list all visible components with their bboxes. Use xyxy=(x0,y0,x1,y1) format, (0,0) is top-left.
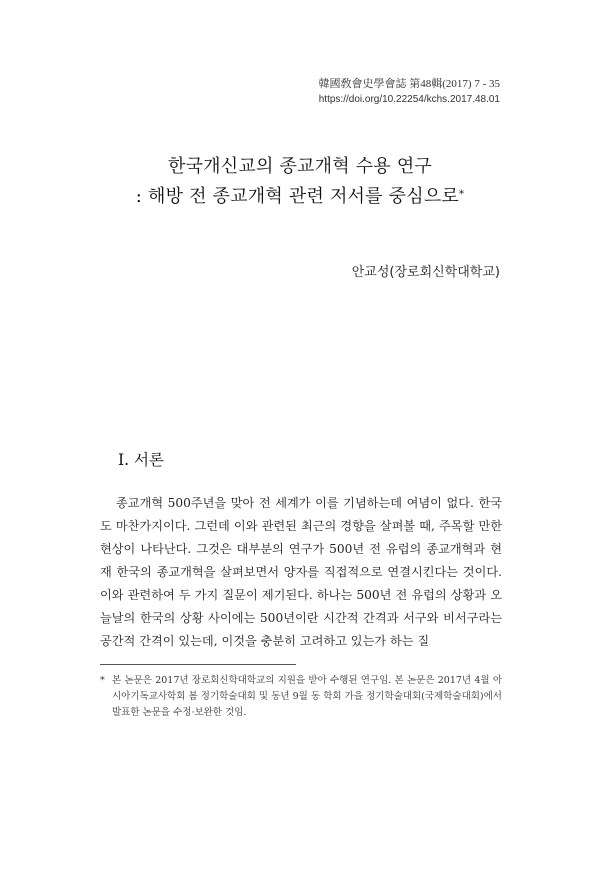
title-line-1: 한국개신교의 종교개혁 수용 연구 xyxy=(168,156,432,177)
body-paragraph: 종교개혁 500주년을 맞아 전 세계가 이를 기념하는데 여념이 없다. 한국도 마찬가지이다. 그런데 이와 관련된 최근의 경향을 살펴볼 때, 주목할 만한 현상이 나타난다. 그것은 대부분의 연구가 500년 전 유럽의 종교개혁과 현재 한국의 종교개혁을 살펴보면서 양자를 직접적으로 연결시킨다는 것이다. 이와 관련하여 두 가지 질문이 제기된다. 하나는 500년 전 유럽의 상황과 오늘날의 한국의 상황 사이에는 500년이란 시간적 간격과 서구와 비서구라는 공간적 간격이 있는데, 이것을 충분히 고려하고 있는가 하는 질 xyxy=(100,496,502,648)
paper-title xyxy=(0,152,600,212)
author-affiliation: 안교성(장로회신학대학교) xyxy=(351,265,500,280)
title-line-2 xyxy=(0,182,600,212)
footnote-divider xyxy=(100,664,296,665)
footnote-text: 본 논문은 2017년 장로회신학대학교의 지원을 받아 수행된 연구임. 본 논문은 2017년 4월 아시아기독교사학회 봄 정기학술대회 및 동년 9월 동 학회 가을 정기학술대회(국제학술대회)에서 발표한 논문을 수정·보완한 것임. xyxy=(112,675,502,718)
journal-header xyxy=(319,77,501,107)
section-heading: I. 서론 xyxy=(118,451,164,469)
footnote-marker: * xyxy=(100,675,105,686)
subtitle-text: : 해방 전 종교개혁 관련 저서를 중심으로 xyxy=(135,186,459,207)
footnote xyxy=(100,673,502,721)
journal-citation: 韓國敎會史學會誌 第48輯(2017) 7 - 35 xyxy=(318,78,500,90)
title-footnote-marker[interactable]: * xyxy=(459,189,465,200)
doi-link[interactable]: https://doi.org/10.22254/kchs.2017.48.01 xyxy=(318,94,500,105)
